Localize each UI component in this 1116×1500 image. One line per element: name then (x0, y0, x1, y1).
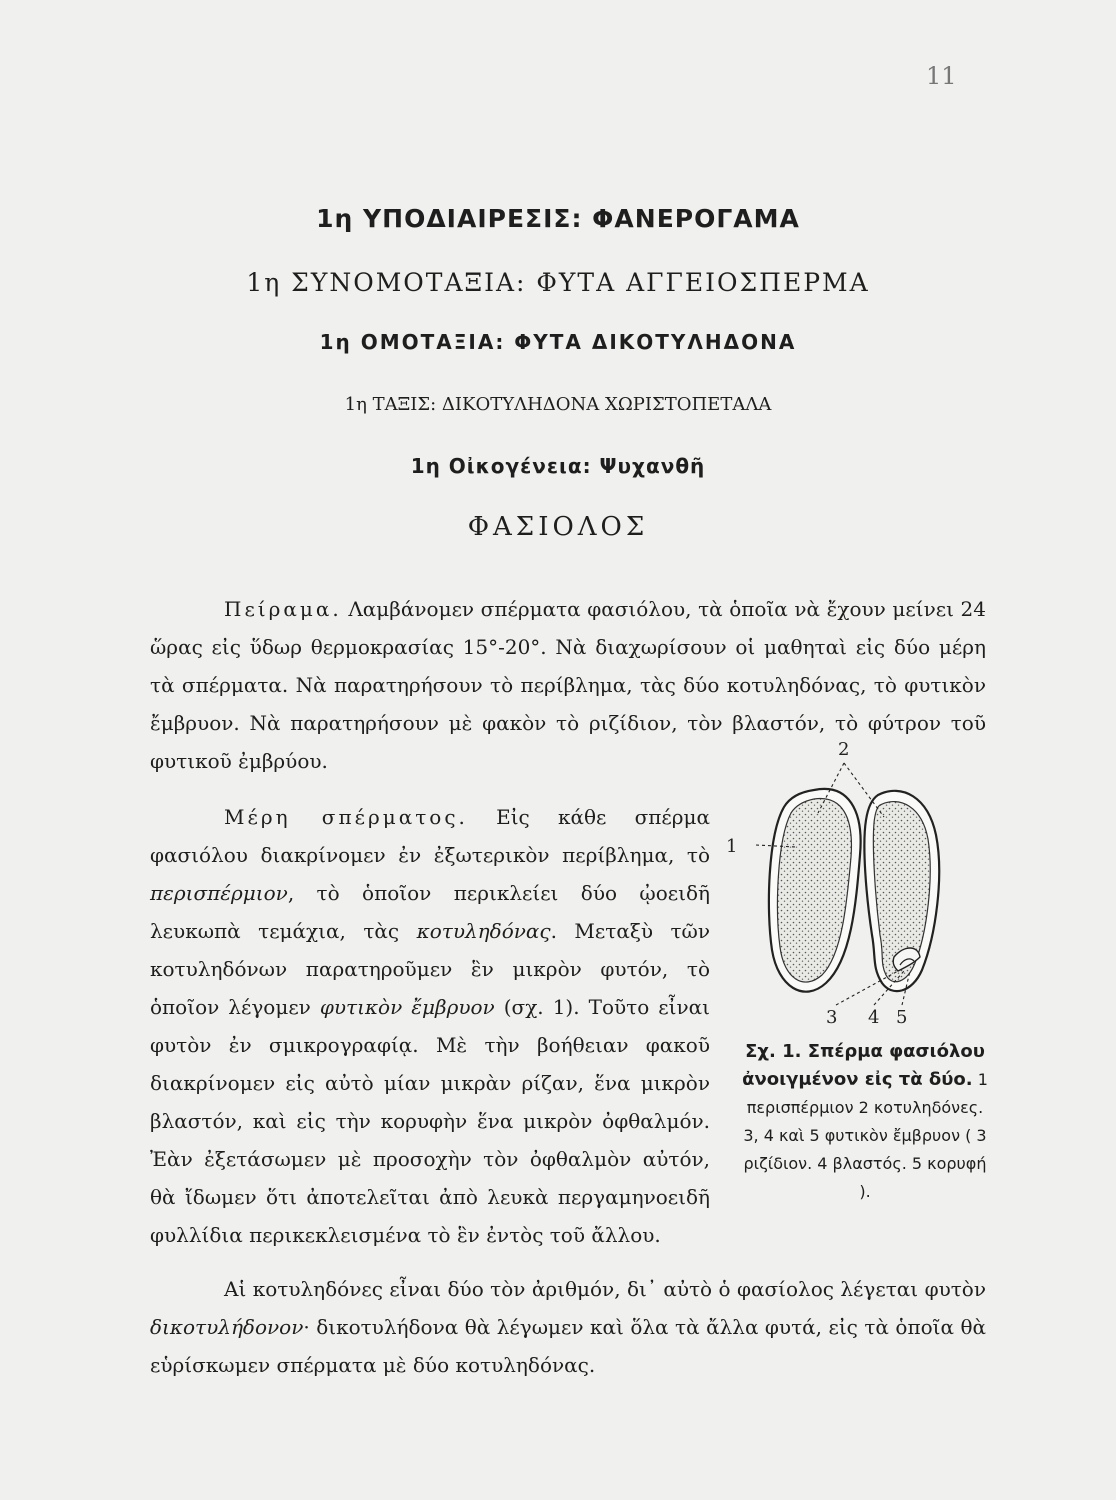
experiment-text: Λαμβάνομεν σπέρματα φασιόλου, τὰ ὁποῖα νὰ ἔχουν μείνει 24 ὥρας εἰς ὕδωρ θερμοκρασίας 15°-20°. Νὰ διαχωρίσουν οἱ μαθηταὶ εἰς δύο μέρη τὰ σπέρματα. Νὰ παρατηρήσουν τὸ περίβλημα, τὰς δύο κοτυληδόνας, τὸ φυτικὸν ἔμβρυον. Νὰ παρατηρήσουν μὲ φακὸν τὸ ριζίδιον, τὸν βλαστόν, τὸ φύτρον τοῦ φυτικοῦ ἐμβρύου. (150, 597, 986, 773)
seed-parts-text-4: (σχ. 1). Τοῦτο εἶναι φυτὸν ἐν σμικρογραφίᾳ. Μὲ τὴν βοήθειαν φακοῦ διακρίνομεν εἰς αὐτὸ μίαν μικρὰν ρίζαν, ἕνα μικρὸν βλαστόν, καὶ εἰς τὴν κορυφὴν ἕνα μικρὸν ὀφθαλμόν. Ἐὰν ἐξετάσωμεν μὲ προσοχὴν τὸν ὀφθαλμὸν αὐτόν, θὰ ἴδωμεν ὅτι ἀποτελεῖται ἀπὸ λευκὰ περγαμηνοειδῆ φυλλίδια περικεκλεισμένα τὸ ἓν ἐντὸς τοῦ ἄλλου. (150, 995, 710, 1247)
experiment-label: Πείραμα. (224, 597, 342, 621)
seed-parts-text-2: , τὸ ὁποῖον περικλείει δύο ᾠοειδῆ λευκωπὰ τεμάχια, τὰς (150, 881, 710, 943)
figure-label-1: 1 (726, 836, 738, 857)
right-cotyledon-half (864, 791, 939, 991)
section-title: ΦΑΣΙΟΛΟΣ (467, 512, 649, 542)
figure-label-2: 2 (838, 739, 850, 760)
paragraph-seed-parts (150, 798, 710, 1254)
figure-label-4: 4 (868, 1007, 880, 1028)
dicot-text-1: Αἱ κοτυληδόνες εἶναι δύο τὸν ἀριθμόν, δι᾽ αὐτὸ ὁ φασίολος λέγεται φυτὸν (224, 1277, 986, 1301)
heading-subdivision: 1η ΥΠΟΔΙΑΙΡΕΣΙΣ: ΦΑΝΕΡΟΓΑΜΑ (316, 204, 800, 233)
figure-caption-label: Σχ. 1. Σπέρμα φασιόλου ἀνοιγμένον εἰς τὰ δύο. (742, 1041, 985, 1090)
heading-order: 1η ΤΑΞΙΣ: ΔΙΚΟΤΥΛΗΔΟΝΑ ΧΩΡΙΣΤΟΠΕΤΑΛΑ (344, 394, 772, 415)
term-cotyledons: κοτυληδόνας (416, 919, 551, 943)
heading-class: 1η ΟΜΟΤΑΞΙΑ: ΦΥΤΑ ΔΙΚΟΤΥΛΗΔΟΝΑ (319, 330, 797, 354)
seed-parts-text-1: Εἰς κάθε σπέρμα φασιόλου διακρίνομεν ἐν ἐξωτερικὸν περίβλημα, τὸ (150, 805, 711, 867)
seed-parts-text-3: . Μεταξὺ τῶν κοτυληδόνων παρατηροῦμεν ἓν μικρὸν φυτόν, τὸ ὁποῖον λέγομεν (150, 919, 711, 1019)
paragraph-dicotyledon (150, 1270, 986, 1384)
figure-label-3: 3 (826, 1007, 838, 1028)
term-dicotyledon: δικοτυλήδονον (150, 1315, 304, 1339)
bean-seed-figure (726, 735, 996, 1030)
figure-caption-text: 1 περισπέρμιον 2 κοτυληδόνες. 3, 4 καὶ 5 φυτικὸν ἔμβρυον ( 3 ριζίδιον. 4 βλαστός. 5 κορυφή ). (743, 1070, 988, 1201)
term-embryo: φυτικὸν ἔμβρυον (319, 995, 495, 1019)
term-perisperm: περισπέρμιον (150, 881, 288, 905)
seed-parts-label: Μέρη σπέρματος. (224, 805, 468, 829)
heading-phylum: 1η ΣΥΝΟΜΟΤΑΞΙΑ: ΦΥΤΑ ΑΓΓΕΙΟΣΠΕΡΜΑ (246, 268, 870, 297)
heading-family: 1η Οἰκογένεια: Ψυχανθῆ (410, 454, 706, 478)
figure-label-5: 5 (896, 1007, 908, 1028)
figure-caption (738, 1038, 992, 1206)
dicot-text-2: · δικοτυλήδονα θὰ λέγωμεν καὶ ὅλα τὰ ἄλλα φυτά, εἰς τὰ ὁποῖα θὰ εὑρίσκωμεν σπέρματα μὲ δύο κοτυληδόνας. (150, 1315, 986, 1377)
left-cotyledon-half (769, 789, 861, 992)
page-number: 11 (926, 62, 957, 90)
